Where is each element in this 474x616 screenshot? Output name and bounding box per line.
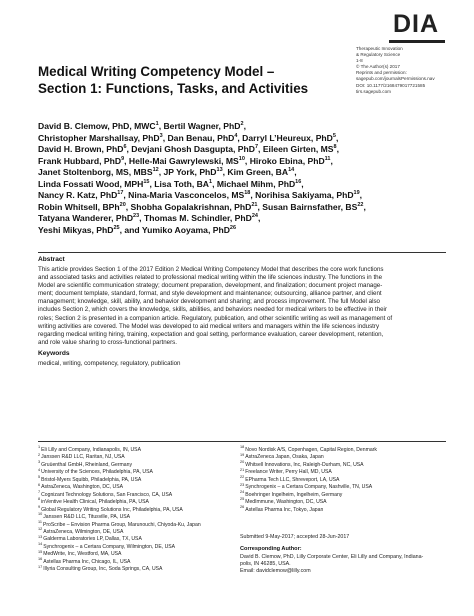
- affiliation-number: 12: [38, 527, 43, 532]
- affiliation-text: AstraZeneca Japan, Osaka, Japan: [245, 454, 324, 461]
- affiliation-marker: 22: [357, 201, 364, 208]
- affiliation-marker: 11: [324, 155, 331, 162]
- affiliation-marker: 23: [133, 213, 140, 220]
- affiliation-marker: 25: [113, 224, 120, 231]
- affiliation-text: Eli Lilly and Company, Indianapolis, IN, USA: [41, 447, 141, 453]
- affiliation-item: [38, 551, 201, 558]
- affiliation-number: 22: [240, 475, 245, 480]
- affiliation-text: inVentive Health Clinical, Philadelphia, PA, USA: [41, 499, 149, 506]
- journal-info-line: DOI: 10.1177/2168479017721585: [356, 82, 426, 88]
- affiliation-text: Bristol-Myers Squibb, Philadelphia, PA, USA: [41, 476, 142, 483]
- affiliation-marker: 21: [251, 201, 258, 208]
- affiliation-number: 16: [38, 557, 43, 562]
- affiliation-item: [38, 514, 201, 521]
- author-text: , Devjani Ghosh Dasgupta, PhD: [126, 144, 255, 154]
- author-line: [38, 121, 448, 133]
- author-text: Yeshi Mikyas, PhD: [38, 224, 114, 235]
- affiliation-item: [38, 566, 201, 573]
- affiliation-number: 15: [38, 549, 43, 554]
- abstract-line: regarding medical writing hiring, training, expectation and goal setting, performance evaluation, career development, retention,: [38, 330, 384, 338]
- affiliation-item: [240, 499, 377, 506]
- affiliation-marker: 20: [119, 201, 126, 208]
- affiliation-text: MedWrite, Inc, Westford, MA, USA: [43, 551, 122, 558]
- author-text: Frank Hubbard, PhD: [38, 155, 122, 166]
- affiliation-item: [38, 454, 201, 461]
- affiliation-marker: 19: [353, 190, 360, 197]
- author-text: , Susan Bairnsfather, BS: [257, 201, 358, 212]
- affiliation-marker: 17: [117, 190, 124, 197]
- affiliation-marker: 14: [288, 167, 295, 174]
- author-line: [38, 213, 448, 225]
- affiliation-text: Synchrogenix – a Certara Company, Wilmington, DE, USA: [43, 543, 176, 550]
- journal-info-line: © The Author(s) 2017: [356, 64, 400, 70]
- corresponding-line: Email: davidclemow@lilly.com: [240, 568, 311, 575]
- affiliation-text: Synchrogenix – a Certara Company, Nashville, TN, USA: [245, 484, 373, 491]
- affiliation-marker: 12: [152, 167, 159, 174]
- affiliation-marker: 16: [295, 178, 302, 185]
- divider-bottom: [38, 441, 446, 442]
- affiliation-number: 3: [38, 460, 41, 465]
- author-text: , Kim Green, BA: [222, 167, 289, 177]
- affiliation-marker: 2: [240, 121, 244, 128]
- corresponding-line: David B. Clemow, PhD, Lilly Corporate Center, Eli Lilly and Company, Indiana-: [240, 554, 424, 560]
- dia-logo: DIA: [393, 10, 440, 38]
- divider-top: [38, 252, 446, 253]
- affiliation-text: Galderma Laboratories LP, Dallas, TX, USA: [43, 536, 142, 543]
- author-text: , Eileen Girten, MS: [258, 144, 334, 154]
- abstract-line: roles; Section 2 is presented in a companion article. Regulatory, publication, and other scientific writing as well as management of: [38, 314, 393, 322]
- author-text: ,: [335, 132, 339, 143]
- affiliation-item: [38, 499, 201, 506]
- affiliation-number: 19: [240, 452, 245, 457]
- journal-info: [356, 46, 472, 95]
- affiliation-text: Boehringer Ingelheim, Ingelheim, Germany: [245, 491, 343, 498]
- affiliation-number: 10: [38, 512, 43, 517]
- author-text: , Darryl L’Heureux, PhD: [237, 132, 333, 143]
- affiliation-number: 14: [38, 542, 43, 547]
- affiliation-marker: 10: [238, 155, 245, 162]
- author-text: , and Yumiko Aoyama, PhD: [119, 224, 230, 235]
- author-text: ,: [243, 121, 246, 131]
- affiliation-marker: 24: [251, 213, 258, 220]
- affiliation-number: 1: [38, 445, 41, 450]
- journal-info-line: tirs.sagepub.com: [356, 88, 391, 94]
- author-text: ,: [363, 201, 366, 212]
- abstract-line: and role value sharing to cross-functional partners.: [38, 338, 177, 346]
- author-text: , Dan Benau, PhD: [162, 132, 235, 143]
- affiliation-marker: 18: [244, 190, 251, 197]
- journal-info-line: Reprints and permission:: [356, 70, 407, 76]
- affiliation-text: Astellas Pharma Inc, Chicago, IL, USA: [43, 558, 131, 565]
- corresponding-line: polis, IN 46285, USA.: [240, 561, 291, 568]
- affiliation-marker: 1: [155, 121, 159, 128]
- keywords-text: medical, writing, competency, regulatory, publication: [38, 360, 181, 367]
- abstract-line: management; knowledge, skill, ability, and behavior development and sharing; and process improvement. The full Model also: [38, 298, 380, 306]
- affiliation-item: [240, 484, 377, 491]
- affiliation-item: [240, 469, 377, 476]
- abstract-line: and associated tasks and activities related to professional medical writing within the life sciences industry. The functions in the: [38, 274, 383, 282]
- abstract-heading: Abstract: [38, 256, 65, 263]
- affiliation-number: 6: [38, 482, 41, 487]
- author-text: , Shobha Gopalakrishnan, PhD: [125, 201, 252, 212]
- affiliation-text: Gruüenthal GmbH, Rheinland, Germany: [41, 461, 133, 468]
- affiliation-item: [38, 469, 201, 476]
- author-text: Christopher Marshallsay, PhD: [38, 132, 160, 143]
- affiliation-item: [38, 484, 201, 491]
- affiliation-text: EPharma Tech LLC, Shreveport, LA, USA: [245, 476, 340, 483]
- affiliation-text: Freelance Writer, Perry Hall, MD, USA: [245, 469, 332, 476]
- author-line: [38, 133, 448, 145]
- author-list: [38, 121, 448, 236]
- author-text: David B. Clemow, PhD, MWC: [38, 121, 156, 131]
- author-text: , Michael Mihm, PhD: [212, 178, 296, 189]
- affiliation-marker: 6: [123, 144, 127, 151]
- author-text: Linda Fossati Wood, MPH: [38, 178, 144, 189]
- author-text: ,: [294, 167, 297, 177]
- author-text: , Norihisa Sakiyama, PhD: [250, 190, 354, 200]
- author-text: , Helle-Mai Gawrylewski, MS: [124, 155, 239, 166]
- journal-info-line: 1-8: [356, 58, 363, 64]
- author-text: David H. Brown, PhD: [38, 144, 124, 154]
- affiliation-text: AstraZeneca, Washington, DC, USA: [41, 484, 124, 491]
- author-text: , Nina-Maria Vasconcelos, MS: [123, 190, 245, 200]
- affiliation-marker: 4: [234, 132, 238, 139]
- author-text: Robin Whitsell, BPh: [38, 201, 120, 212]
- affiliation-number: 2: [38, 452, 41, 457]
- author-text: ,: [336, 144, 339, 154]
- author-text: , JP York, PhD: [158, 167, 217, 177]
- affiliation-item: [240, 504, 377, 514]
- abstract-line: ment; document template, standard, format, and style development and maintenance; outsourcing, alliance partner, and client: [38, 290, 382, 298]
- affiliation-number: 18: [240, 445, 245, 450]
- journal-info-line: Therapeutic Innovation: [356, 46, 403, 51]
- affiliation-marker: 13: [216, 167, 223, 174]
- affiliation-marker: 5: [332, 132, 336, 139]
- affiliations-right: [240, 447, 377, 514]
- keywords-heading: Keywords: [38, 350, 70, 357]
- abstract-line: writing activities are covered. The Model was developed to aid medical writers and managers within the life sciences industry: [38, 322, 380, 330]
- affiliation-number: 5: [38, 475, 41, 480]
- affiliation-text: Illyria Consulting Group, Inc, Soda Springs, CA, USA: [43, 566, 163, 573]
- affiliation-number: 21: [240, 467, 245, 472]
- affiliation-number: 11: [38, 519, 42, 524]
- affiliation-number: 17: [38, 564, 43, 569]
- author-text: , Hiroko Ebina, PhD: [244, 155, 325, 166]
- abstract-line: This article provides Section 1 of the 2017 Edition 2 Medical Writing Competency Model that describes the core work functions: [38, 266, 384, 273]
- affiliation-text: Janssen R&D LLC, Titusville, PA, USA: [43, 514, 131, 521]
- author-text: , Bertil Wagner, PhD: [158, 121, 241, 131]
- author-line: [38, 190, 448, 202]
- author-text: ,: [330, 155, 333, 166]
- affiliation-text: MedImmune, Washington, DC, USA: [245, 499, 327, 506]
- affiliation-number: 23: [240, 482, 245, 487]
- author-text: Tatyana Wanderer, PhD: [38, 213, 134, 223]
- affiliation-number: 24: [240, 490, 245, 495]
- affiliation-text: Global Regulatory Writing Solutions Inc, Philadelphia, PA, USA: [41, 506, 183, 513]
- affiliation-marker: 1: [209, 178, 213, 185]
- title-line: Medical Writing Competency Model –: [38, 64, 275, 79]
- author-line: [38, 156, 448, 168]
- author-line: [38, 179, 448, 191]
- affiliation-item: [38, 536, 201, 543]
- affiliation-text: Whitsell Innovations, Inc, Raleigh-Durham, NC, USA: [245, 461, 364, 468]
- author-text: , Lisa Toth, BA: [149, 178, 210, 189]
- submission-dates: Submitted 9-May-2017; accepted 28-Jun-2017: [240, 534, 350, 540]
- author-line: [38, 144, 448, 156]
- author-text: , Thomas M. Schindler, PhD: [139, 213, 252, 223]
- affiliation-number: 20: [240, 460, 245, 465]
- affiliation-marker: 15: [143, 178, 150, 185]
- affiliation-marker: 3: [159, 132, 163, 139]
- affiliation-item: [240, 454, 377, 461]
- affiliation-number: 9: [38, 504, 41, 509]
- journal-info-line: sagepub.com/journalsPermissions.nav: [356, 76, 435, 82]
- affiliation-text: Astellas Pharma Inc, Tokyo, Japan: [245, 506, 324, 513]
- affiliation-text: Cognizant Technology Solutions, San Francisco, CA, USA: [41, 491, 173, 498]
- abstract-line: includes Section 2, which covers the knowledge, skills, abilities, and behaviors needed for medical writers to be effective in their: [38, 306, 387, 314]
- author-text: ,: [359, 190, 363, 200]
- author-text: Nancy R. Katz, PhD: [38, 190, 118, 200]
- author-text: ,: [258, 213, 261, 223]
- author-text: ,: [301, 178, 304, 189]
- author-text: Janet Stoltenborg, MS, MBS: [38, 167, 153, 177]
- author-line: [38, 202, 448, 214]
- corresponding-author: [240, 554, 450, 576]
- journal-info-line: & Regulatory Science: [356, 52, 401, 58]
- affiliation-text: ProScribe – Envision Pharma Group, Marunouchi, Chiyoda-Ku, Japan: [42, 521, 201, 528]
- affiliation-text: Janssen R&D LLC, Raritan, NJ, USA: [41, 454, 125, 461]
- affiliation-text: AstraZeneca, Wilmington, DE, USA: [43, 528, 124, 535]
- title-line: Section 1: Functions, Tasks, and Activities: [38, 81, 309, 96]
- article-title: [38, 63, 358, 97]
- affiliation-marker: 7: [254, 144, 259, 151]
- author-line: [38, 225, 448, 237]
- affiliations-left: [38, 447, 201, 574]
- abstract-line: Model are scientific communication strategy; document preparation, development, and finalization; document project manage-: [38, 282, 383, 290]
- affiliation-number: 25: [240, 497, 245, 502]
- affiliation-item: [38, 504, 201, 517]
- affiliation-text: University of the Sciences, Philadelphia, PA, USA: [41, 469, 153, 476]
- affiliation-number: 7: [38, 490, 41, 495]
- affiliation-number: 13: [38, 534, 43, 539]
- affiliation-number: 8: [38, 497, 41, 502]
- corresponding-heading: Corresponding Author:: [240, 546, 302, 552]
- affiliation-number: 26: [240, 504, 245, 509]
- affiliation-text: Novo Nordisk A/S, Copenhagen, Capital Region, Denmark: [245, 447, 377, 453]
- abstract-body: [38, 266, 446, 347]
- logo-underline: [389, 40, 445, 43]
- affiliation-marker: 26: [229, 224, 237, 231]
- affiliation-marker: 8: [333, 144, 337, 151]
- affiliation-number: 4: [38, 467, 41, 472]
- author-line: [38, 167, 448, 179]
- affiliation-marker: 9: [121, 155, 125, 162]
